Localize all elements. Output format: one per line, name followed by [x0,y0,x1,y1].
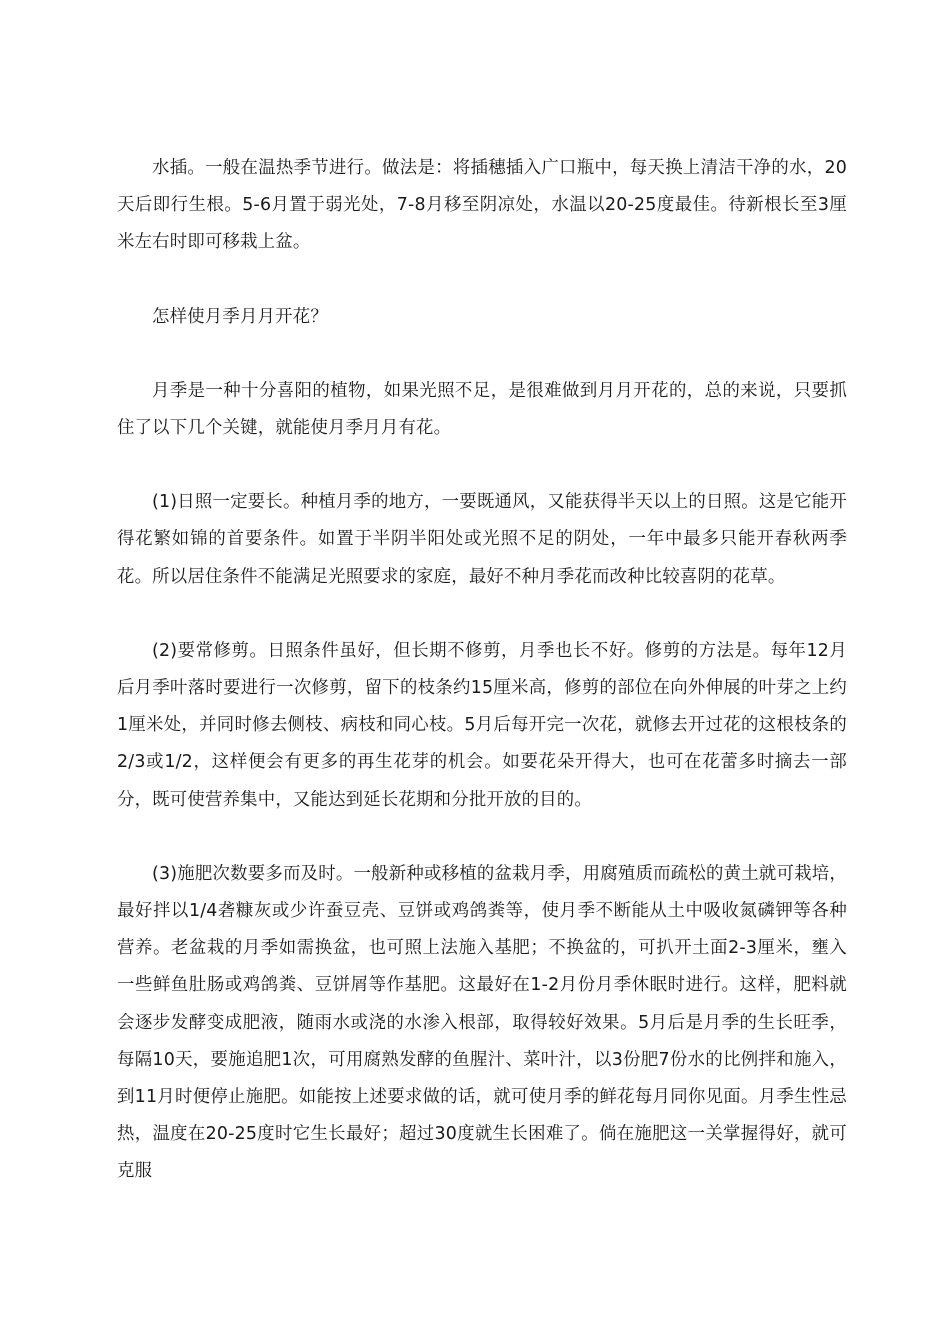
paragraph-gap [117,819,847,856]
paragraph-point-3: (3)施肥次数要多而及时。一般新种或移植的盆栽月季，用腐殖质而疏松的黄土就可栽培，最好拌以1/4砻糠灰或少许蚕豆壳、豆饼或鸡鸽粪等，使月季不断能从土中吸收氮磷钾等各种营养。老盆栽的月季如需换盆，也可照上法施入基肥；不换盆的，可扒开土面2-3厘米，壅入一些鲜鱼肚肠或鸡鸽粪、豆饼屑等作基肥。这最好在1-2月份月季休眠时进行。这样，肥料就会逐步发酵变成肥液，随雨水或浇的水渗入根部，取得较好效果。5月后是月季的生长旺季，每隔10天，要施追肥1次，可用腐熟发酵的鱼腥汁、菜叶汁，以3份肥7份水的比例拌和施入，到11月时便停止施肥。如能按上述要求做的话，就可使月季的鲜花每月同你见面。月季生性忌热，温度在20-25度时它生长最好；超过30度就生长困难了。倘在施肥这一关掌握得好，就可克服 [117,863,847,1182]
paragraph-intro: 月季是一种十分喜阳的植物，如果光照不足，是很难做到月月开花的，总的来说，只要抓住了以下几个关键，就能使月季月月有花。 [117,380,847,439]
paragraph-point-1: (1)日照一定要长。种植月季的地方，一要既通风，又能获得半天以上的日照。这是它能开得花繁如锦的首要条件。如置于半阴半阳处或光照不足的阴处，一年中最多只能开春秋两季花。所以居住条件不能满足光照要求的家庭，最好不种月季花而改种比较喜阴的花草。 [117,492,847,587]
section-heading: 怎样使月季月月开花？ [152,306,328,327]
paragraph-gap [117,262,847,299]
paragraph-gap [117,336,847,373]
paragraph-water-cutting: 水插。一般在温热季节进行。做法是：将插穗插入广口瓶中，每天换上清洁干净的水，20天后即行生根。5-6月置于弱光处，7-8月移至阴凉处，水温以20-25度最佳。待新根长至3厘米左右时即可移栽上盆。 [117,158,847,253]
paragraph-point-2: (2)要常修剪。日照条件虽好，但长期不修剪，月季也长不好。修剪的方法是。每年12月后月季叶落时要进行一次修剪，留下的枝条约15厘米高，修剪的部位在向外伸展的叶芽之上约1厘米处，并同时修去侧枝、病枝和同心枝。5月后每开完一次花，就修去开过花的这根枝条的2/3或1/2，这样便会有更多的再生花芽的机会。如要花朵开得大，也可在花蕾多时摘去一部分，既可使营养集中，又能达到延长花期和分批开放的目的。 [117,640,847,810]
paragraph-gap [117,596,847,633]
document-page [117,150,847,1191]
paragraph-gap [117,447,847,484]
